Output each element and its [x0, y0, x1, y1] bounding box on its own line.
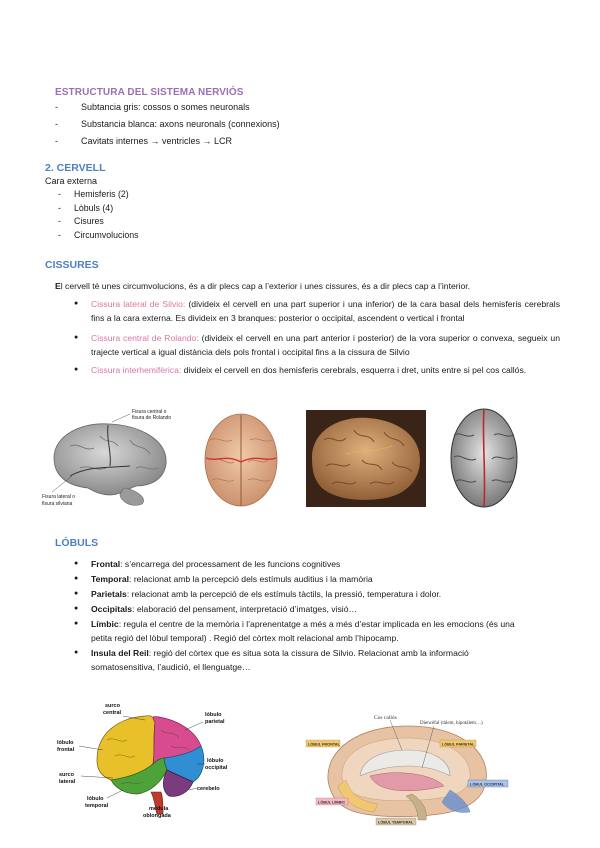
label-medula-1: médula	[149, 806, 169, 812]
list-item: - Cisures	[58, 215, 139, 229]
list-item: - Subtancia gris: cossos o somes neuronals	[55, 100, 280, 115]
term-desc: (divideix el cervell en una part superior i una inferior) de la cara basal dels hemisferis cerebrals fins a la cara externa. Es divideix en 3 branques: posterior o occipital, ascendent o vertical i frontal	[91, 299, 560, 323]
list-item	[74, 646, 566, 674]
brain-top-gray-figure	[446, 405, 522, 511]
lobul-desc: : regula el centre de la memòria i l’aprenentatge a més a més d’estar implicada en les emocions (és una	[118, 619, 515, 629]
label-lobul-parietal: LÒBUL PARIETAL	[442, 742, 475, 747]
section-title-cissures: CISSURES	[45, 259, 99, 271]
list-item	[74, 602, 566, 616]
label-cos-callos: Cos callós	[374, 715, 397, 721]
brain-top-figure	[200, 410, 282, 510]
label-temporal-2: temporal	[85, 803, 109, 809]
list-item: - Circumvolucions	[58, 229, 139, 243]
label-parietal-1: lóbulo	[205, 712, 222, 718]
list-item: - Lòbuls (4)	[58, 202, 139, 216]
lobul-desc: : relacionat amb la percepció dels estímuls auditius i la mamòria	[129, 574, 373, 584]
term-desc: (divideix el cervell en una part anterior i posterior) de la vora superior o convexa, segueix un trajecte vertical a igual distància dels pols frontal i occipital fins a la cissura de Silvio	[91, 333, 560, 357]
term-rolando: Cissura central de Rolando:	[91, 333, 199, 343]
list-item	[74, 557, 566, 571]
lobul-name: Frontal	[91, 559, 121, 569]
list-item	[74, 331, 560, 359]
section-title-estructura: ESTRUCTURA DEL SISTEMA NERVIÓS	[55, 87, 244, 98]
brain-lobes-figure	[55, 700, 235, 820]
label-surco-central-1: surco	[105, 703, 120, 709]
lobul-name: Insula del Reil	[91, 648, 149, 658]
label-lateral-2: fisura silviana	[42, 501, 73, 507]
list-item: - Cavitats internes → ventricles → LCR	[55, 134, 280, 149]
list-item: - Hemisferis (2)	[58, 188, 139, 202]
label-temporal-1: lóbulo	[87, 796, 104, 802]
brain-lateral-figure	[40, 406, 180, 512]
cissures-intro	[55, 279, 555, 293]
cissures-list	[74, 297, 560, 381]
label-lobul-limbic: LÒBUL LÍMBIC	[318, 800, 346, 805]
lobul-name: Temporal	[91, 574, 130, 584]
brain-photo-figure	[306, 410, 426, 507]
lobul-desc-cont: petita regió del lòbul temporal) . Regió del còrtex molt relacional amb l’hipocamp.	[91, 633, 399, 643]
list-item	[74, 297, 560, 325]
term-desc: divideix el cervell en dos hemisferis cerebrals, esquerra i dret, units entre si pel cos callós.	[181, 365, 527, 375]
label-lobul-frontal: LÒBUL FRONTAL	[308, 742, 340, 747]
label-central-2: fisura de Rolando	[132, 415, 172, 421]
lobul-desc: : s’encarrega del processament de les funcions cognitives	[120, 559, 341, 569]
label-diencefal: Diencèfal (tàlem, hipotàlem…)	[420, 721, 483, 726]
term-interhemiferica: Cissura interhemifèrica:	[91, 365, 182, 375]
section-title-lobuls: LÓBULS	[55, 537, 99, 549]
label-medula-2: oblongada	[143, 813, 171, 819]
section-title-cervell: 2. CERVELL	[45, 162, 106, 174]
label-occipital-2: occipital	[205, 765, 228, 771]
brain-medial-figure	[300, 710, 520, 828]
lobuls-list	[74, 557, 566, 678]
list-item: - Substancia blanca: axons neuronals (connexions)	[55, 117, 280, 132]
estructura-list	[55, 100, 280, 149]
label-frontal-1: lóbulo	[57, 740, 74, 746]
list-item	[74, 363, 560, 377]
lobul-desc: : elaboració del pensament, interpretació d’imatges, visió…	[132, 604, 358, 614]
label-lateral-1: surco	[59, 772, 74, 778]
cervell-list	[58, 188, 139, 242]
label-parietal-2: parietal	[205, 719, 225, 725]
label-frontal-2: frontal	[57, 747, 75, 753]
list-item	[74, 617, 566, 645]
label-lobul-temporal: LÒBUL TEMPORAL	[378, 820, 414, 825]
lobul-desc: : relacionat amb la percepció de els estímuls tàctils, la pressió, temperatura i dolor.	[126, 589, 442, 599]
intro-initial: E	[55, 281, 61, 291]
list-item	[74, 572, 566, 586]
label-lobul-occipital: LÒBUL OCCIPITAL	[470, 782, 505, 787]
label-central-1: Fisura central o	[132, 409, 167, 415]
lobul-desc: : regió del còrtex que es situa sota la cissura de Silvio. Relacionat amb la informació	[148, 648, 469, 658]
cara-externa-subtitle: Cara externa	[45, 176, 98, 186]
lobul-name: Límbic	[91, 619, 119, 629]
list-item	[74, 587, 566, 601]
label-lateral-2: lateral	[59, 779, 76, 785]
lobul-desc-cont: somatosensitiva, l’audició, el llenguatge…	[91, 662, 251, 672]
lobul-name: Parietals	[91, 589, 127, 599]
label-occipital-1: lóbulo	[207, 758, 224, 764]
term-silvio: Cissura lateral de Silvio:	[91, 299, 186, 309]
lobul-name: Occipitals	[91, 604, 133, 614]
label-lateral-1: Fisura lateral o	[42, 494, 76, 500]
intro-text: l cervell té unes circumvolucions, és a dir plecs cap a l’exterior i unes cissures, és a dir plecs cap a l’interior.	[60, 281, 471, 291]
label-surco-central-2: central	[103, 710, 122, 716]
label-cerebelo: cerebelo	[197, 786, 220, 792]
